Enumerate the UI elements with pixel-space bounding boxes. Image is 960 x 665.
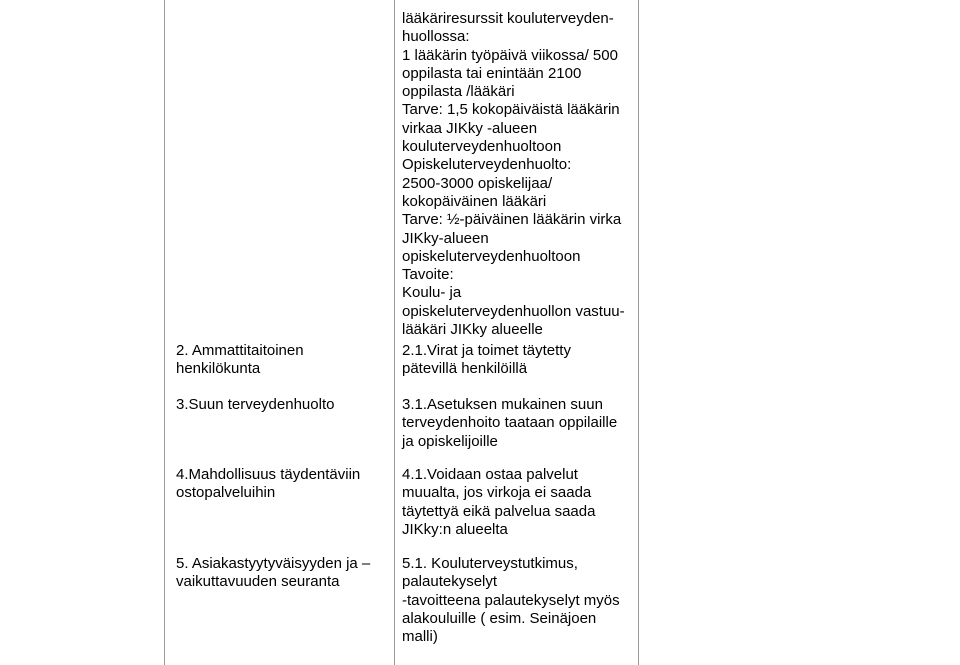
table-border-left xyxy=(164,0,165,665)
text-line: malli) xyxy=(402,628,438,646)
text-line: 4.1.Voidaan ostaa palvelut xyxy=(402,466,578,483)
text-line: JIKky-alueen xyxy=(402,229,489,247)
resource-requirements-text xyxy=(402,10,625,339)
text-line: 5. Asiakastyytyväisyyden ja – xyxy=(176,555,371,572)
text-line: kouluterveydenhuoltoon xyxy=(402,138,562,156)
text-line: 2. Ammattitaitoinen xyxy=(176,342,304,359)
text-line: täytettyä eikä palvelua saada xyxy=(402,502,596,520)
text-line: Tavoite: xyxy=(402,266,454,284)
text-line: -tavoitteena palautekyselyt myös xyxy=(402,591,620,609)
topic-cell xyxy=(176,342,304,379)
text-line: lääkäri JIKky alueelle xyxy=(402,321,543,339)
topic-cell xyxy=(176,396,334,414)
text-line: vaikuttavuuden seuranta xyxy=(176,573,340,591)
text-line: palautekyselyt xyxy=(402,573,498,591)
text-line: Koulu- ja xyxy=(402,284,462,302)
table-border-middle xyxy=(394,0,395,665)
text-line: virkaa JIKky -alueen xyxy=(402,119,538,137)
topic-cell xyxy=(176,555,370,592)
text-line: 2500-3000 opiskelijaa/ xyxy=(402,174,553,192)
text-line: kokopäiväinen lääkäri xyxy=(402,192,547,210)
action-cell xyxy=(402,396,617,451)
text-line: 3.1.Asetuksen mukainen suun xyxy=(402,396,603,413)
action-cell xyxy=(402,342,571,379)
text-line: 1 lääkärin työpäivä viikossa/ 500 xyxy=(402,46,618,64)
text-line: Opiskeluterveydenhuolto: xyxy=(402,156,572,174)
text-line: opiskeluterveydenhuoltoon xyxy=(402,247,581,265)
text-line: Tarve: ½-päiväinen lääkärin virka xyxy=(402,211,622,229)
text-line: alakouluille ( esim. Seinäjoen xyxy=(402,609,597,627)
text-line: JIKky:n alueelta xyxy=(402,520,508,538)
text-line: huollossa: xyxy=(402,28,470,46)
text-line: 5.1. Kouluterveystutkimus, xyxy=(402,555,578,572)
text-line: ostopalveluihin xyxy=(176,484,276,502)
text-line: opiskeluterveydenhuollon vastuu- xyxy=(402,302,625,320)
text-line: terveydenhoito taataan oppilaille xyxy=(402,414,618,432)
text-line: 4.Mahdollisuus täydentäviin xyxy=(176,466,361,483)
action-cell xyxy=(402,466,595,539)
text-line: lääkäriresurssit kouluterveyden- xyxy=(402,10,614,27)
action-cell xyxy=(402,555,620,646)
table-border-right xyxy=(638,0,639,665)
text-line: 2.1.Virat ja toimet täytetty xyxy=(402,342,571,359)
text-line: 3.Suun terveydenhuolto xyxy=(176,396,335,413)
topic-cell xyxy=(176,466,360,503)
text-line: pätevillä henkilöillä xyxy=(402,360,528,378)
text-line: Tarve: 1,5 kokopäiväistä lääkärin xyxy=(402,101,620,119)
text-line: ja opiskelijoille xyxy=(402,432,498,450)
text-line: henkilökunta xyxy=(176,360,261,378)
text-line: oppilasta /lääkäri xyxy=(402,83,515,101)
text-line: muualta, jos virkoja ei saada xyxy=(402,484,592,502)
text-line: oppilasta tai enintään 2100 xyxy=(402,64,582,82)
